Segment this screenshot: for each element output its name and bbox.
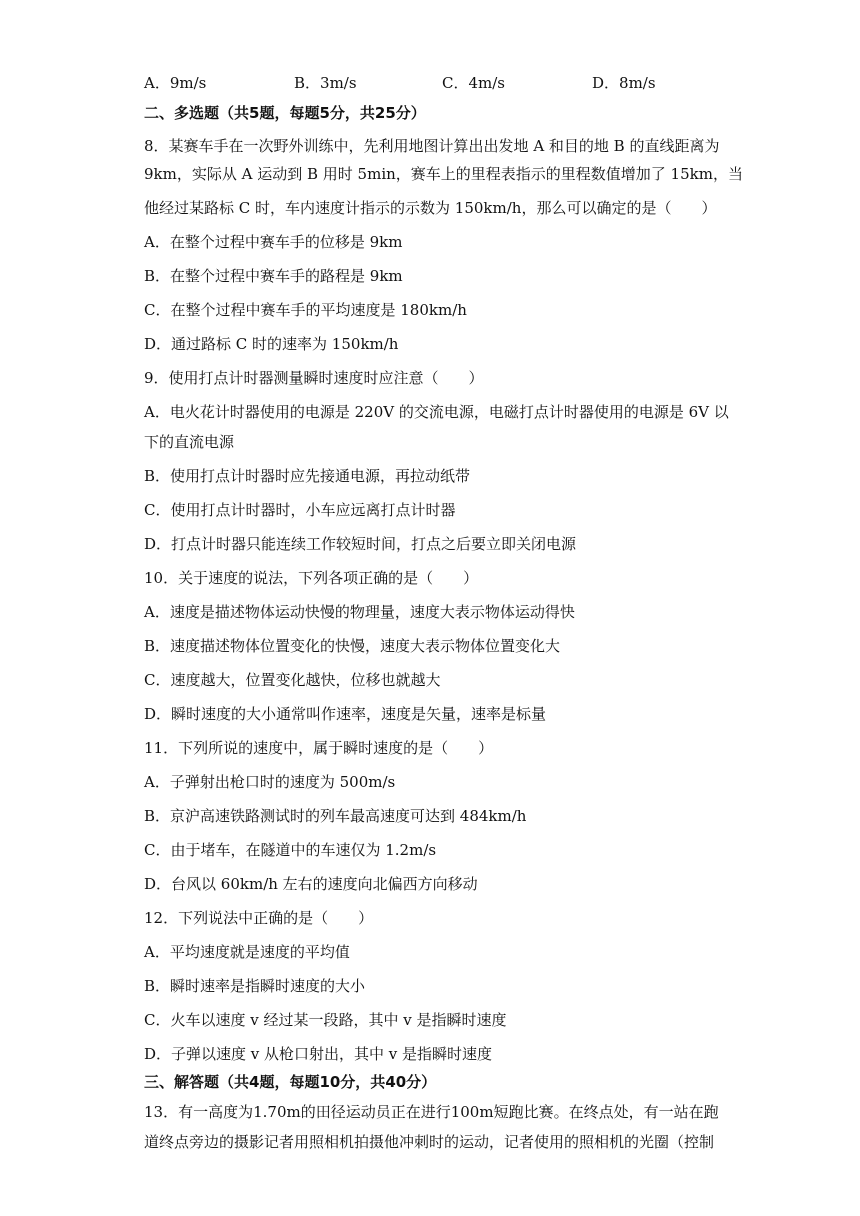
section-2-heading: 二、多选题（共5题，每题5分，共25分） — [144, 104, 426, 122]
q12-stem: 12．下列说法中正确的是（ ） — [144, 909, 374, 927]
section-3-heading: 三、解答题（共4题，每题10分，共40分） — [144, 1073, 437, 1091]
q7-option-a[interactable]: A．9m/s — [144, 74, 207, 92]
q12-option-c[interactable]: C．火车以速度 v 经过某一段路，其中 v 是指瞬时速度 — [144, 1011, 507, 1029]
q8-stem-line-2: 9km，实际从 A 运动到 B 用时 5min，赛车上的里程表指示的里程数值增加了 15km，当 — [144, 165, 743, 183]
q9-option-b[interactable]: B．使用打点计时器时应先接通电源，再拉动纸带 — [144, 467, 471, 485]
q13-stem-line-2: 道终点旁边的摄影记者用照相机拍摄他冲刺时的运动，记者使用的照相机的光圈（控制 — [144, 1133, 715, 1151]
q9-option-c[interactable]: C．使用打点计时器时，小车应远离打点计时器 — [144, 501, 456, 519]
q8-stem-line-3: 他经过某路标 C 时，车内速度计指示的示数为 150km/h，那么可以确定的是（ ） — [144, 199, 717, 217]
q13-stem-line-1: 13．有一高度为1.70m的田径运动员正在进行100m短跑比赛。在终点处，有一站在跑 — [144, 1103, 719, 1121]
q10-option-d[interactable]: D．瞬时速度的大小通常叫作速率，速度是矢量，速率是标量 — [144, 705, 547, 723]
q12-option-b[interactable]: B．瞬时速率是指瞬时速度的大小 — [144, 977, 366, 995]
q8-option-a[interactable]: A．在整个过程中赛车手的位移是 9km — [144, 233, 403, 251]
q8-stem-line-1: 8．某赛车手在一次野外训练中，先利用地图计算出出发地 A 和目的地 B 的直线距离为 — [144, 137, 720, 155]
q11-option-a[interactable]: A．子弹射出枪口时的速度为 500m/s — [144, 773, 396, 791]
q10-option-c[interactable]: C．速度越大，位置变化越快，位移也就越大 — [144, 671, 441, 689]
q7-option-c[interactable]: C．4m/s — [442, 74, 505, 92]
q12-option-d[interactable]: D．子弹以速度 v 从枪口射出，其中 v 是指瞬时速度 — [144, 1045, 493, 1063]
q8-option-b[interactable]: B．在整个过程中赛车手的路程是 9km — [144, 267, 403, 285]
q11-option-c[interactable]: C．由于堵车，在隧道中的车速仅为 1.2m/s — [144, 841, 437, 859]
q7-options — [144, 73, 704, 93]
q9-option-d[interactable]: D．打点计时器只能连续工作较短时间，打点之后要立即关闭电源 — [144, 535, 577, 553]
q9-stem: 9．使用打点计时器测量瞬时速度时应注意（ ） — [144, 369, 484, 387]
q7-option-d[interactable]: D．8m/s — [592, 74, 656, 92]
q11-stem: 11．下列所说的速度中，属于瞬时速度的是（ ） — [144, 739, 494, 757]
q10-option-a[interactable]: A．速度是描述物体运动快慢的物理量，速度大表示物体运动得快 — [144, 603, 575, 621]
q12-option-a[interactable]: A．平均速度就是速度的平均值 — [144, 943, 350, 961]
q11-option-d[interactable]: D．台风以 60km/h 左右的速度向北偏西方向移动 — [144, 875, 478, 893]
q8-option-d[interactable]: D．通过路标 C 时的速率为 150km/h — [144, 335, 399, 353]
q8-option-c[interactable]: C．在整个过程中赛车手的平均速度是 180km/h — [144, 301, 467, 319]
q10-option-b[interactable]: B．速度描述物体位置变化的快慢，速度大表示物体位置变化大 — [144, 637, 561, 655]
q9-option-a-line-2[interactable]: 下的直流电源 — [144, 433, 235, 451]
q7-option-b[interactable]: B．3m/s — [294, 74, 357, 92]
q11-option-b[interactable]: B．京沪高速铁路测试时的列车最高速度可达到 484km/h — [144, 807, 527, 825]
q10-stem: 10．关于速度的说法，下列各项正确的是（ ） — [144, 569, 479, 587]
q9-option-a-line-1[interactable]: A．电火花计时器使用的电源是 220V 的交流电源，电磁打点计时器使用的电源是 6V 以 — [144, 403, 729, 421]
